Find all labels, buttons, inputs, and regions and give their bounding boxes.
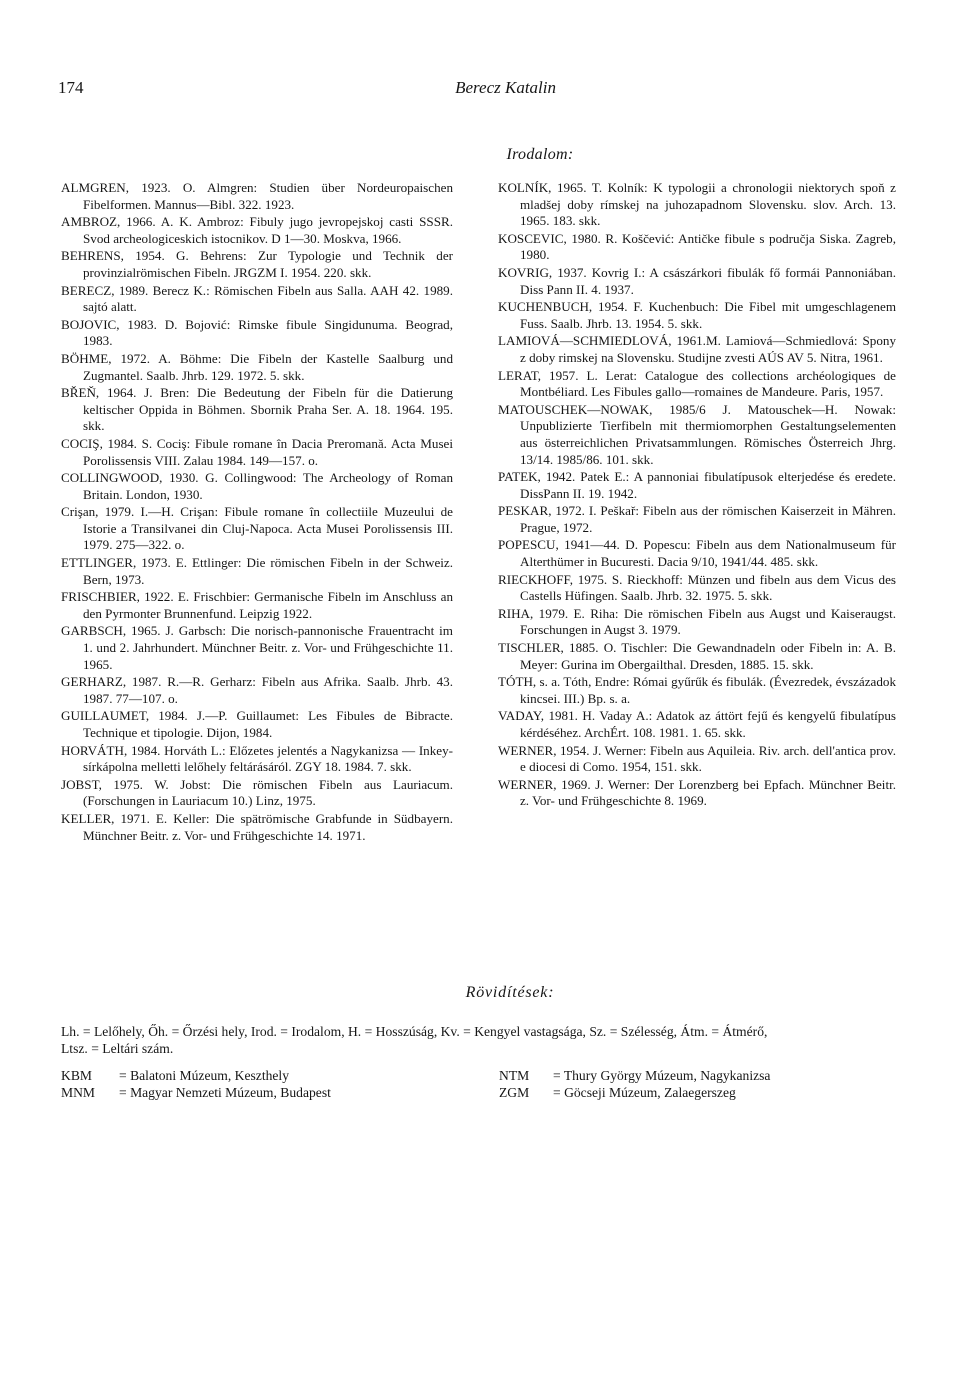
bib-entry: BERECZ, 1989. Berecz K.: Römischen Fibeln aus Salla. AAH 42. 1989. sajtó alatt. bbox=[61, 282, 453, 315]
bib-entry: ETTLINGER, 1973. E. Ettlinger: Die römischen Fibeln in der Schweiz. Bern, 1973. bbox=[61, 555, 453, 587]
bib-entry: COCIŞ, 1984. S. Cociş: Fibule romane în Dacia Preromanǎ. Acta Musei Porolissensis VIII. Zalau 1984. 149—157. o. bbox=[61, 435, 453, 468]
bib-entry: GARBSCH, 1965. J. Garbsch: Die norisch-pannonische Frauentracht im 1. und 2. Jahrhundert. Münchner Beitr. z. Vor- und Frühgeschichte 11. 1965. bbox=[61, 623, 453, 672]
bib-entry: GUILLAUMET, 1984. J.—P. Guillaumet: Les Fibules de Bibracte. Technique et tipologie. Dijon, 1984. bbox=[61, 708, 453, 740]
page-number: 174 bbox=[58, 78, 84, 97]
bib-entry: COLLINGWOOD, 1930. G. Collingwood: The Archeology of Roman Britain. London, 1930. bbox=[61, 470, 453, 502]
museum-code: ZGM bbox=[499, 1085, 530, 1100]
bib-entry: RIHA, 1979. E. Riha: Die römischen Fibeln aus Augst und Kaiseraugst. Forschungen in Augst 3. 1979. bbox=[498, 605, 896, 638]
abbreviations-line-2: Ltsz. = Leltári szám. bbox=[61, 1041, 174, 1056]
bib-entry: HORVÁTH, 1984. Horváth L.: Előzetes jelentés a Nagykanizsa — Inkey-sírkápolna melletti lelőhely feltárásáról. ZGY 18. 1984. 7. skk. bbox=[61, 742, 453, 775]
bib-entry: GERHARZ, 1987. R.—R. Gerharz: Fibeln aus Afrika. Saalb. Jhrb. 43. 1987. 77—107. o. bbox=[61, 674, 453, 706]
bib-entry: ALMGREN, 1923. O. Almgren: Studien über Nordeuropaischen Fibelformen. Mannus—Bibl. 322. 1923. bbox=[61, 180, 453, 212]
abbreviations-line-1: Lh. = Lelőhely, Őh. = Őrzési hely, Irod. = Irodalom, H. = Hosszúság, Kv. = Kengyel vastagsága, Sz. = Szélesség, Átm. = Átmérő, bbox=[61, 1024, 768, 1039]
bib-entry: POPESCU, 1941—44. D. Popescu: Fibeln aus dem Nationalmuseum für Alterthümer in Bucuresti. Dacia 9/10, 1941/44. 485. skk. bbox=[498, 537, 896, 570]
museum-row bbox=[61, 1067, 853, 1084]
page-header bbox=[58, 78, 890, 98]
museum-name: = Thury György Múzeum, Nagykanizsa bbox=[553, 1068, 771, 1083]
bib-entry: TISCHLER, 1885. O. Tischler: Die Gewandnadeln oder Fibeln in: A. B. Meyer: Gurina im Obergailthal. Dresden, 1885. 15. skk. bbox=[498, 640, 896, 672]
museum-code: KBM bbox=[61, 1068, 92, 1083]
bib-entry: RIECKHOFF, 1975. S. Rieckhoff: Münzen und fibeln aus dem Vicus des Castells Hüfingen. Saalb. Jhrb. 32. 1975. 5. skk. bbox=[498, 571, 896, 604]
bib-entry: FRISCHBIER, 1922. E. Frischbier: Germanische Fibeln im Anschluss an den Pyrmonter Brunnenfund. Leipzig 1922. bbox=[61, 589, 453, 621]
bibliography-left-column bbox=[61, 180, 453, 845]
museum-name: = Balatoni Múzeum, Keszthely bbox=[119, 1068, 289, 1083]
bib-entry: Crişan, 1979. I.—H. Crişan: Fibule romane în collectiile Muzeului de Istorie a Transilvanei din Cluj-Napoca. Acta Musei Porolissensis III. 1979. 275—322. o. bbox=[61, 504, 453, 553]
museum-code: NTM bbox=[499, 1068, 530, 1083]
bib-entry: LAMIOVÁ—SCHMIEDLOVÁ, 1961.M. Lamiová—Schmiedlová: Spony z doby rimskej na Slovensku. Studijne zvesti AÚS AV 5. Nitra, 1961. bbox=[498, 333, 896, 365]
bib-entry: BEHRENS, 1954. G. Behrens: Zur Typologie und Technik der provinzialrömischen Fibeln. JRGZM I. 1954. 220. skk. bbox=[61, 248, 453, 280]
bib-entry: WERNER, 1969. J. Werner: Der Lorenzberg bei Epfach. Münchner Beitr. z. Vor- und Frühgeschichte 8. 1969. bbox=[498, 776, 896, 809]
bib-entry: WERNER, 1954. J. Werner: Fibeln aus Aquileia. Riv. arch. dell'antica prov. e diocesi di Como. 1954, 151. skk. bbox=[498, 742, 896, 775]
bib-entry: KOLNÍK, 1965. T. Kolník: K typologii a chronologii niektorych spoň z mladšej doby rímskej na juhozapadnom Slovensku. slov. Arch. 13. 1965. 183. skk. bbox=[498, 180, 896, 229]
bib-entry: MATOUSCHEK—NOWAK, 1985/6 J. Matouschek—H. Nowak: Unpublizierte Tierfibeln mit thermiomorphen Gestaltungselementen aus österreichlichen Privatsammlungen. Römisches Österreich Jhrg. 13/14. 1985/86. 101. skk. bbox=[498, 401, 896, 467]
abbreviations-heading: Rövidítések: bbox=[465, 984, 555, 1001]
bib-entry: AMBROZ, 1966. A. K. Ambroz: Fibuly jugo jevropejskoj casti SSSR. Svod archeologiceskich istocnikov. D 1—30. Moskva, 1966. bbox=[61, 214, 453, 246]
bib-entry: KUCHENBUCH, 1954. F. Kuchenbuch: Die Fibel mit umgeschlagenem Fuss. Saalb. Jhrb. 13. 1954. 5. skk. bbox=[498, 299, 896, 331]
bib-entry: BOJOVIC, 1983. D. Bojović: Rimske fibule Singidunuma. Beograd, 1983. bbox=[61, 316, 453, 349]
museum-code: MNM bbox=[61, 1085, 95, 1100]
bib-entry: BŘEŇ, 1964. J. Bren: Die Bedeutung der Fibeln für die Datierung keltischer Oppida in Böhmen. Sbornik Praha Ser. A. 18. 1964. 195. skk. bbox=[61, 385, 453, 434]
museum-row bbox=[61, 1084, 853, 1101]
bib-entry: PATEK, 1942. Patek E.: A pannoniai fibulatípusok elterjedése és eredete. DissPann II. 19. 1942. bbox=[498, 469, 896, 501]
bib-entry: LERAT, 1957. L. Lerat: Catalogue des collections archéologiques de Montbéliard. Les Fibules gallo—romaines de Mandeure. Paris, 1957. bbox=[498, 367, 896, 400]
museum-name: = Magyar Nemzeti Múzeum, Budapest bbox=[119, 1085, 331, 1100]
bib-entry: KELLER, 1971. E. Keller: Die spätrömische Grabfunde in Südbayern. Münchner Beitr. z. Vor- und Frühgeschichte 14. 1971. bbox=[61, 810, 453, 843]
museum-abbreviations-table bbox=[61, 1067, 853, 1101]
bib-entry: TÓTH, s. a. Tóth, Endre: Római gyűrűk és fibulák. (Évezredek, évszázadok kincsei. III.) Bp. s. a. bbox=[498, 674, 896, 706]
bib-entry: JOBST, 1975. W. Jobst: Die römischen Fibeln aus Lauriacum. (Forschungen in Lauriacum 10.) Linz, 1975. bbox=[61, 776, 453, 809]
bib-entry: KOSCEVIC, 1980. R. Koščević: Antičke fibule s područja Siska. Zagreb, 1980. bbox=[498, 230, 896, 263]
bib-entry: BÖHME, 1972. A. Böhme: Die Fibeln der Kastelle Saalburg und Zugmantel. Saalb. Jhrb. 129. 1972. 5. skk. bbox=[61, 350, 453, 383]
literature-heading: Irodalom: bbox=[506, 146, 574, 163]
running-author: Berecz Katalin bbox=[455, 78, 556, 97]
museum-name: = Göcseji Múzeum, Zalaegerszeg bbox=[553, 1085, 736, 1100]
bib-entry: PESKAR, 1972. I. Peškař: Fibeln aus der römischen Kaiserzeit in Mähren. Prague, 1972. bbox=[498, 503, 896, 535]
bib-entry: KOVRIG, 1937. Kovrig I.: A császárkori fibulák fő formái Pannoniában. Diss Pann II. 4. 1937. bbox=[498, 264, 896, 297]
bibliography-right-column bbox=[498, 180, 896, 811]
bib-entry: VADAY, 1981. H. Vaday A.: Adatok az áttört fejű és kengyelű fibulatípus kérdéséhez. ArchÉrt. 108. 1981. 1. 65. skk. bbox=[498, 708, 896, 740]
